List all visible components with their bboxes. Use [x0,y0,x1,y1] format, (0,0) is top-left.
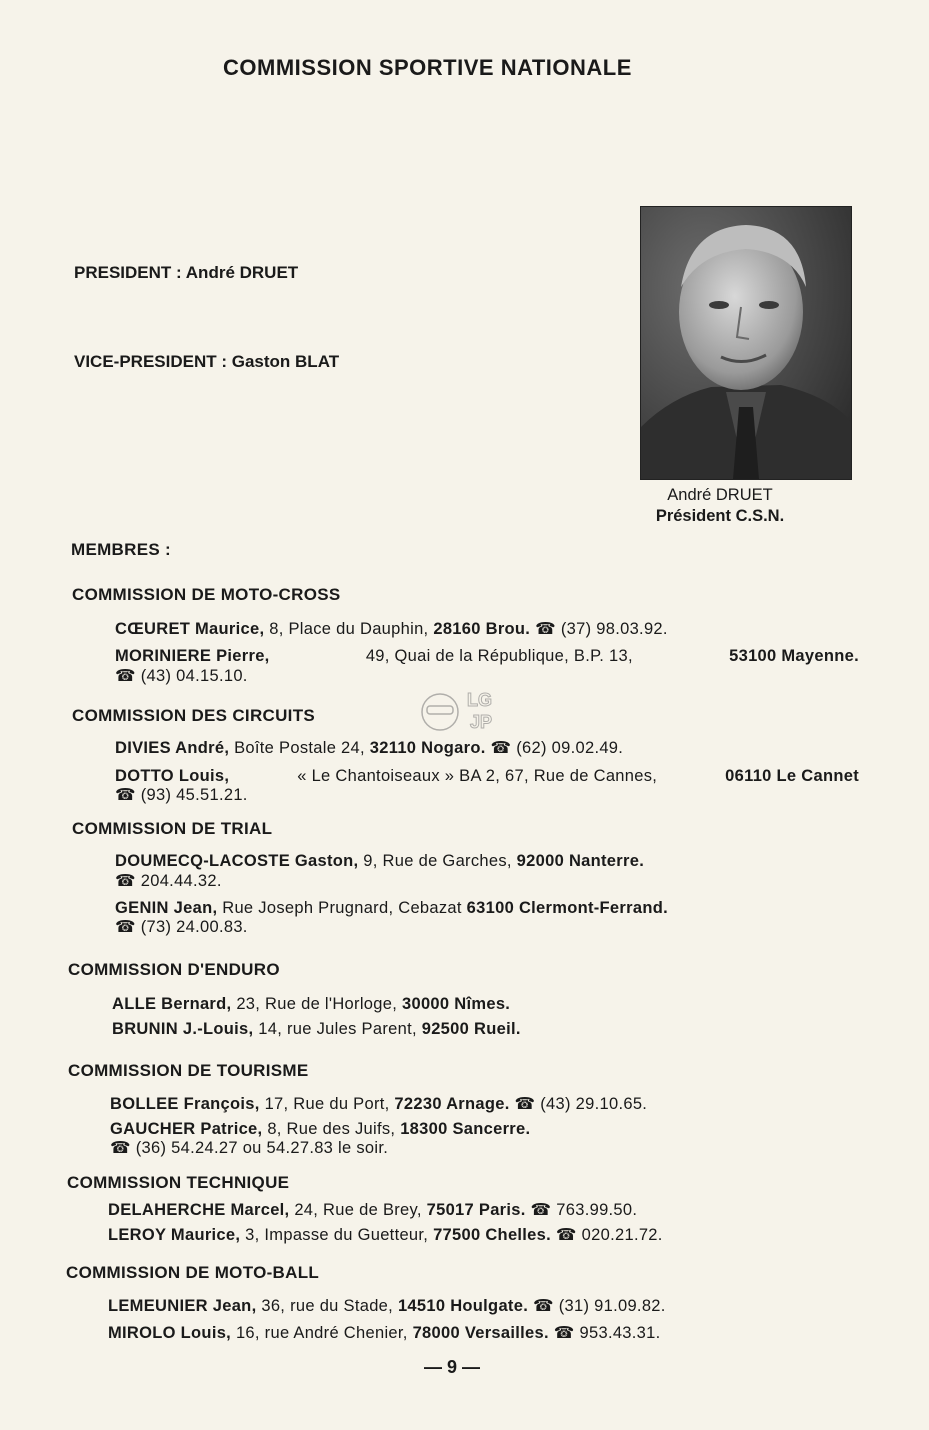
member-phone: (36) 54.24.27 ou 54.27.83 le soir. [135,1139,389,1157]
member-phone: 020.21.72. [581,1226,663,1244]
member-name: DOTTO Louis, [115,767,230,785]
member-phone: 204.44.32. [140,872,222,890]
member-phone: (73) 24.00.83. [140,918,248,936]
member-city: 63100 Clermont-Ferrand. [466,899,668,917]
member-city: 92000 Nanterre. [516,852,645,870]
member-address: 3, Impasse du Guetteur, [245,1226,429,1244]
member-city: 72230 Arnage. [394,1095,510,1113]
portrait-illustration [641,207,851,479]
commission-heading-technique: COMMISSION TECHNIQUE [67,1173,290,1192]
member-phone-line [115,871,222,891]
telephone-icon: ☎ [530,1201,552,1219]
member-phone: (31) 91.09.82. [558,1297,666,1315]
member-phone: 953.43.31. [579,1324,661,1342]
membres-label: MEMBRES : [71,540,171,559]
member-line [108,1296,666,1316]
member-line [108,1323,661,1343]
vice-president-label: VICE-PRESIDENT [74,352,217,371]
member-city: 14510 Houlgate. [397,1297,529,1315]
member-phone-line [115,785,248,805]
telephone-icon: ☎ [490,739,512,757]
caption-role: Président C.S.N. [655,507,785,525]
member-line [115,767,859,786]
telephone-icon: ☎ [110,1139,131,1157]
member-line [108,1225,663,1245]
telephone-icon: ☎ [115,872,136,890]
member-name: ALLE Bernard, [112,995,232,1013]
member-city: 78000 Versailles. [412,1324,549,1342]
commission-heading-enduro: COMMISSION D'ENDURO [68,960,280,979]
stamp-text-jp: JP [470,712,493,732]
member-address: 24, Rue de Brey, [294,1201,422,1219]
member-address: Rue Joseph Prugnard, Cebazat [222,899,462,917]
member-line [110,1120,530,1139]
member-name: GAUCHER Patrice, [110,1120,263,1138]
commission-heading-tourisme: COMMISSION DE TOURISME [68,1061,309,1080]
commission-heading-trial: COMMISSION DE TRIAL [72,819,273,838]
member-city: 28160 Brou. [433,620,531,638]
member-address: 23, Rue de l'Horloge, [236,995,398,1013]
president-portrait-photo [640,206,852,480]
member-city: 75017 Paris. [426,1201,526,1219]
member-address: 8, Place du Dauphin, [269,620,429,638]
telephone-icon: ☎ [514,1095,536,1113]
member-line [115,899,668,918]
member-line [115,619,668,639]
member-phone-line [115,917,248,937]
stamp-text-lg: LG [467,690,492,710]
watermark-stamp [415,684,510,746]
telephone-icon: ☎ [553,1324,575,1342]
member-city: 32110 Nogaro. [369,739,486,757]
caption-name: André DRUET [667,486,773,504]
member-line [115,852,644,871]
member-name: MORINIERE Pierre, [115,647,270,665]
member-city: 30000 Nîmes. [402,995,511,1013]
member-line [108,1200,637,1220]
president-line: PRESIDENT : André DRUET [74,263,299,282]
member-name: GENIN Jean, [115,899,218,917]
member-phone: (62) 09.02.49. [516,739,624,757]
photo-caption [640,485,800,527]
president-label: PRESIDENT [74,263,172,282]
member-name: LEMEUNIER Jean, [108,1297,257,1315]
member-line [112,995,510,1014]
member-address: 9, Rue de Garches, [363,852,512,870]
member-address: « Le Chantoiseaux » BA 2, 67, Rue de Cannes, [297,767,658,785]
member-name: BOLLEE François, [110,1095,260,1113]
member-address: Boîte Postale 24, [234,739,365,757]
member-phone: (43) 04.15.10. [140,667,248,685]
member-line [115,738,623,758]
member-phone: (37) 98.03.92. [560,620,668,638]
member-line [112,1020,521,1039]
member-phone: (43) 29.10.65. [540,1095,648,1113]
member-address: 36, rue du Stade, [261,1297,394,1315]
member-city: 92500 Rueil. [421,1020,521,1038]
commission-heading-moto-ball: COMMISSION DE MOTO-BALL [66,1263,320,1282]
member-phone: 763.99.50. [556,1201,638,1219]
telephone-icon: ☎ [532,1297,554,1315]
member-name: MIROLO Louis, [108,1324,232,1342]
page-title: COMMISSION SPORTIVE NATIONALE [223,55,632,80]
commission-heading-circuits: COMMISSION DES CIRCUITS [72,706,316,725]
vice-president-line: VICE-PRESIDENT : Gaston BLAT [74,352,340,371]
member-line [115,647,859,666]
member-city: 77500 Chelles. [433,1226,552,1244]
member-city: 18300 Sancerre. [400,1120,531,1138]
vice-president-name: Gaston BLAT [231,352,340,371]
member-name: CŒURET Maurice, [115,620,265,638]
member-name: DOUMECQ-LACOSTE Gaston, [115,852,359,870]
member-address: 17, Rue du Port, [264,1095,390,1113]
member-address: 49, Quai de la République, B.P. 13, [365,647,633,665]
member-name: LEROY Maurice, [108,1226,241,1244]
member-address: 14, rue Jules Parent, [258,1020,417,1038]
member-address: 8, Rue des Juifs, [267,1120,396,1138]
member-name: BRUNIN J.-Louis, [112,1020,254,1038]
member-name: DIVIES André, [115,739,230,757]
page-number: — 9 — [424,1357,481,1377]
telephone-icon: ☎ [535,620,556,638]
member-phone: (93) 45.51.21. [140,786,248,804]
member-city: 53100 Mayenne. [729,647,859,665]
president-name: André DRUET [185,263,299,282]
telephone-icon: ☎ [555,1226,577,1244]
member-line [110,1094,647,1114]
member-phone-line [110,1138,388,1158]
telephone-icon: ☎ [115,786,136,804]
telephone-icon: ☎ [115,667,136,685]
telephone-icon: ☎ [115,918,136,936]
commission-heading-moto-cross: COMMISSION DE MOTO-CROSS [72,585,341,604]
member-phone-line [115,666,248,686]
member-name: DELAHERCHE Marcel, [108,1201,290,1219]
member-address: 16, rue André Chenier, [235,1324,408,1342]
member-city: 06110 Le Cannet [725,767,859,785]
